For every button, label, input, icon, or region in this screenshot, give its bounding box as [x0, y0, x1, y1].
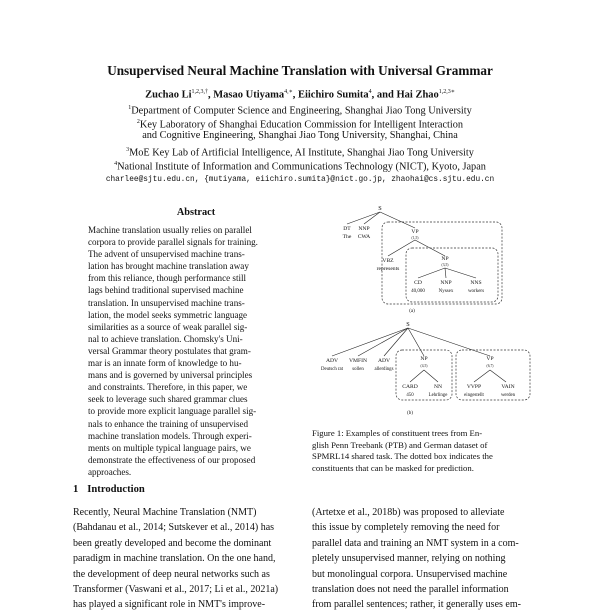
tree-leaf: represents: [376, 266, 400, 272]
abstract-line: lation, the model seeks symmetric language: [88, 309, 248, 320]
body-line: paradigm in machine translation. On the one hand,: [73, 553, 276, 565]
author-sup: 4,∗: [284, 89, 293, 95]
caption-line: Figure 1: Examples of constituent trees from En-: [312, 428, 483, 438]
tree-node: ADV: [377, 358, 391, 364]
tree-leaf: The: [342, 234, 352, 240]
body-line: this issue by completely removing the need for: [312, 522, 500, 534]
tree-node: CD: [414, 280, 422, 286]
abstract-line: nal to achieve translation. Chomsky's Uni-: [88, 333, 243, 344]
author-list: Zuchao $Li^{1,2,3,\dagger}$, Masao Utiyama$^{4,∗}$, Eiichiro Sumita$^4$, and Hai Zhao$^{1,2,3∗}$: [145, 89, 455, 101]
affiliation-sup: 1: [128, 105, 132, 111]
intro-left-column: [73, 505, 305, 613]
abstract-line: versal Grammar theory postulates that gram-: [88, 345, 251, 356]
abstract-line: to provide more explicit language parallel sig-: [88, 406, 257, 417]
body-line: Recently, Neural Machine Translation (NMT): [73, 507, 257, 518]
body-line: pletely unsupervised manner, relying on nothing: [312, 553, 506, 565]
abstract-heading: Abstract: [176, 207, 216, 218]
abstract-line: Machine translation usually relies on parallel: [88, 225, 252, 235]
abstract-line: approaches.: [88, 466, 132, 477]
body-line: from parallel sentences; rather, it generally uses em-: [312, 599, 521, 611]
tree-node: VMFIN: [348, 358, 368, 364]
body-line: translation does not need the parallel information: [312, 584, 509, 596]
section-title: Introduction: [87, 484, 145, 495]
tree-leaf: Nyssex: [438, 289, 454, 294]
tree-node: NP: [441, 256, 449, 262]
tree-node: VBZ: [382, 258, 394, 264]
tree-span: (6,7): [486, 364, 494, 368]
tree-node: NP: [420, 356, 428, 362]
author-name: Hai Zhao: [396, 89, 439, 101]
tree-node: VAIN: [501, 384, 515, 390]
tree-leaf: werden: [500, 393, 516, 398]
paper-title: Unsupervised Neural Machine Translation with Universal Grammar: [107, 63, 493, 78]
abstract-line: mans and is governed by universal principles: [88, 370, 253, 381]
tree-leaf: workers: [467, 289, 485, 294]
tree-node: CARD: [402, 384, 418, 390]
tree-node: S: [406, 321, 410, 328]
caption-line: SPMRL14 shared task. The dotted box indicates the: [312, 451, 493, 461]
tree-leaf: eingestellt: [464, 393, 484, 398]
affiliation-sup: 3: [126, 147, 130, 153]
affiliation-text: and Cognitive Engineering, Shanghai Jiao Tong University, Shanghai, China: [142, 130, 458, 141]
abstract-line: lags behind traditional supervised machine: [88, 285, 244, 296]
tree-b-label: (b): [407, 411, 413, 416]
section-number: 1: [73, 484, 79, 495]
author-emails: charlee@sjtu.edu.cn, {mutiyama, eiichiro.sumita}@nict.go.jp, zhaohai@cs.sjtu.edu.cn: [105, 176, 495, 184]
abstract-line: lation has brought machine translation away: [88, 261, 249, 272]
body-line: has played a significant role in NMT's improve-: [73, 599, 266, 611]
abstract-line: nals to enhance the training of unsupervised: [88, 418, 249, 429]
abstract-line: demonstrate the effectiveness of our proposed: [88, 454, 256, 465]
tree-leaf: Lehrlinge: [428, 393, 448, 398]
tree-leaf: 40,000: [411, 289, 425, 294]
tree-leaf: CWA: [357, 234, 371, 240]
abstract-line: machine translation models. Through experi-: [88, 430, 252, 441]
tree-node: VP: [486, 356, 494, 362]
tree-node: VP: [411, 229, 419, 235]
affiliation-text: National Institute of Information and Communications Technology (NICT), Kyoto, Japan: [117, 161, 486, 173]
abstract-body: [88, 224, 304, 478]
tree-span: (4,5): [420, 364, 428, 368]
abstract-line: similarities as a source of weak parallel sig-: [88, 321, 248, 332]
body-line: (Bahdanau et al., 2014; Sutskever et al., 2014) has: [73, 522, 275, 534]
affiliation-text: Department of Computer Science and Engineering, Shanghai Jiao Tong University: [131, 105, 472, 117]
author-name: Eiichiro Sumita: [297, 89, 369, 101]
affiliation-text: Key Laboratory of Shanghai Education Commission for Intelligent Interaction: [139, 119, 464, 131]
abstract-line: from this reliance, though performance still: [88, 273, 247, 284]
tree-leaf: sollen: [352, 367, 364, 372]
tree-node: VVPP: [466, 384, 482, 390]
tree-node: S: [378, 205, 382, 212]
tree-node: NN: [433, 384, 443, 390]
abstract-line: ments on multiple typical language pairs, we: [88, 442, 251, 453]
caption-line: glish Penn Treebank (PTB) and German dataset of: [312, 439, 488, 450]
tree-node: DT: [343, 226, 351, 232]
body-line: been greatly developed and become the dominant: [73, 537, 272, 549]
body-line: Transformer (Vaswani et al., 2017; Li et al., 2021a): [73, 584, 279, 596]
figure-1-trees: [310, 200, 534, 422]
section-heading: [73, 484, 145, 495]
tree-leaf: 450: [406, 393, 414, 398]
body-line: parallel data and training an NMT system in a com-: [312, 537, 519, 549]
body-line: but monolingual corpora. Unsupervised machine: [312, 568, 508, 580]
abstract-line: The advent of unsupervised machine trans-: [88, 249, 245, 260]
affiliation-sup: 4: [114, 161, 118, 167]
tree-node: NNP: [440, 280, 452, 286]
affiliation-sup: 2: [136, 119, 140, 125]
abstract-line: translation. In unsupervised machine trans-: [88, 297, 245, 308]
abstract-line: mar is an innate form of knowledge to hu-: [88, 358, 242, 369]
body-line: the development of deep neural networks such as: [73, 568, 270, 580]
tree-node: NNS: [470, 280, 482, 286]
author-name: Masao Utiyama: [213, 89, 285, 101]
affiliation-line: [0, 129, 600, 143]
abstract-line: seek to leverage such shared grammar clues: [88, 394, 248, 405]
tree-a-label: (a): [409, 309, 415, 314]
author-sup: 1,2,3∗: [438, 89, 455, 95]
caption-line: constituents that can be masked for prediction.: [312, 462, 474, 473]
author-sup: 1,2,3,†: [191, 89, 209, 95]
abstract-line: and constraints. Therefore, in this paper, we: [88, 382, 248, 393]
author-sup: 4: [368, 89, 372, 95]
tree-leaf: Deutsch rat: [321, 367, 343, 372]
tree-node: ADV: [325, 358, 339, 364]
tree-span: (1,5): [411, 236, 419, 240]
affiliation-line: [0, 157, 600, 175]
body-line: (Artetxe et al., 2018b) was proposed to alleviate: [312, 507, 505, 518]
figure-caption: [312, 428, 532, 474]
author-name: Zuchao Li: [145, 89, 192, 101]
tree-leaf: allerdings: [374, 367, 394, 372]
intro-right-column: [312, 505, 532, 613]
tree-node: NNP: [358, 226, 370, 232]
abstract-line: corpora to provide parallel signals for training.: [88, 237, 258, 248]
tree-span: (3,5): [441, 263, 449, 267]
affiliation-text: MoE Key Lab of Artificial Intelligence, AI Institute, Shanghai Jiao Tong University: [129, 147, 474, 159]
